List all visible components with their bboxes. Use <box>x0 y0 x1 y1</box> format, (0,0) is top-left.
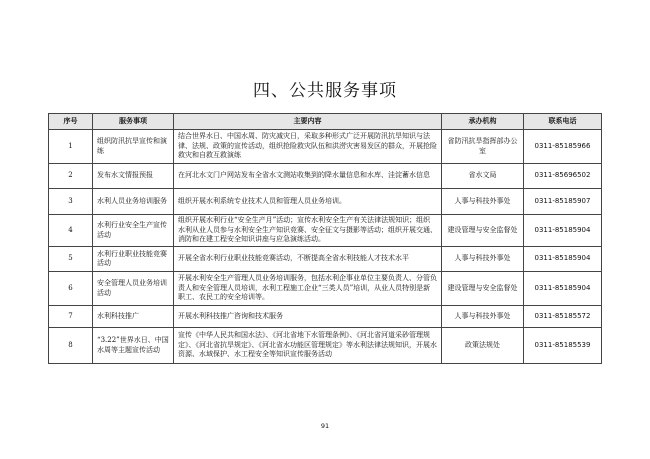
row-content: 组织开展水利行业“安全生产月”活动；宣传水利安全生产有关法律法规知识；组织水利从业人员参与水利安全生产知识竞赛、安全征文与摄影等活动；组织开展交通、消防和在建工程安全知识讲座与应急演练活动。 <box>174 215 442 247</box>
row-content: 开展全省水利行业职业技能竞赛活动，不断提高全省水利技能人才技术水平 <box>174 247 442 272</box>
row-organization: 人事与科技外事处 <box>442 247 524 272</box>
row-phone: 0311-85185904 <box>524 247 602 272</box>
header-phone: 联系电话 <box>524 114 602 130</box>
row-phone: 0311-85185904 <box>524 272 602 306</box>
row-service-item: 发布水文情报预报 <box>93 164 174 189</box>
header-index: 序号 <box>49 114 93 130</box>
page-number: 91 <box>320 422 330 430</box>
row-content: 开展水利科技推广咨询和技术服务 <box>174 306 442 328</box>
header-item: 服务事项 <box>93 114 174 130</box>
row-index: 5 <box>49 247 93 272</box>
row-index: 6 <box>49 272 93 306</box>
row-index: 3 <box>49 189 93 215</box>
row-content: 结合世界水日、中国水周、防灾减灾日，采取多种形式广泛开展防汛抗旱知识与法律、法规、政策的宣传活动，组织抢险救灾队伍和洪涝灾害易发区的群众，开展抢险救灾和自救互救演练 <box>174 130 442 164</box>
public-service-table <box>48 113 602 364</box>
row-organization: 政策法规处 <box>442 328 524 364</box>
table-header-row <box>49 114 602 130</box>
row-phone: 0311-85185539 <box>524 328 602 364</box>
page-title: 四、公共服务事项 <box>253 81 397 101</box>
row-index: 2 <box>49 164 93 189</box>
row-organization: 建设管理与安全监督处 <box>442 272 524 306</box>
table-row <box>49 164 602 189</box>
row-index: 4 <box>49 215 93 247</box>
table-row <box>49 306 602 328</box>
table-row <box>49 130 602 164</box>
row-content: 宣传《中华人民共和国水法》、《河北省地下水管理条例》、《河北省河道采砂管理规定》、《河北省抗旱规定》、《河北省水功能区管理规定》等水利法律法规知识，开展水资源、水域保护、水工程安全等知识宣传服务活动 <box>174 328 442 364</box>
row-service-item: 水利行业职业技能竞赛活动 <box>93 247 174 272</box>
row-organization: 人事与科技外事处 <box>442 189 524 215</box>
row-service-item: 水利科技推广 <box>93 306 174 328</box>
row-service-item: 安全管理人员业务培训活动 <box>93 272 174 306</box>
header-content: 主要内容 <box>174 114 442 130</box>
row-service-item: 组织防汛抗旱宣传和演练 <box>93 130 174 164</box>
table-row <box>49 215 602 247</box>
row-phone: 0311-85185572 <box>524 306 602 328</box>
row-index: 1 <box>49 130 93 164</box>
row-phone: 0311-85185966 <box>524 130 602 164</box>
table-row <box>49 247 602 272</box>
row-phone: 0311-85185904 <box>524 215 602 247</box>
row-service-item: 水利行业安全生产宣传活动 <box>93 215 174 247</box>
table-row <box>49 272 602 306</box>
row-index: 8 <box>49 328 93 364</box>
table-row <box>49 328 602 364</box>
row-phone: 0311-85696502 <box>524 164 602 189</box>
row-organization: 省防汛抗旱指挥部办公室 <box>442 130 524 164</box>
row-index: 7 <box>49 306 93 328</box>
row-service-item: 水利人员业务培训服务 <box>93 189 174 215</box>
row-content: 开展水利安全生产管理人员业务培训服务，包括水利企事业单位主要负责人、分管负责人和安全管理人员培训，水利工程施工企业“三类人员”培训，从业人员特别是新职工、农民工的安全培训等。 <box>174 272 442 306</box>
header-org: 承办机构 <box>442 114 524 130</box>
row-phone: 0311-85185907 <box>524 189 602 215</box>
row-content: 在河北水文门户网站发布全省水文测站收集到的降水量信息和水库、洼淀蓄水信息 <box>174 164 442 189</box>
row-organization: 人事与科技外事处 <box>442 306 524 328</box>
table-row <box>49 189 602 215</box>
row-organization: 省水文局 <box>442 164 524 189</box>
row-organization: 建设管理与安全监督处 <box>442 215 524 247</box>
row-service-item: “3.22”世界水日、中国水周等主题宣传活动 <box>93 328 174 364</box>
row-content: 组织开展水利系统专业技术人员和管理人员业务培训。 <box>174 189 442 215</box>
